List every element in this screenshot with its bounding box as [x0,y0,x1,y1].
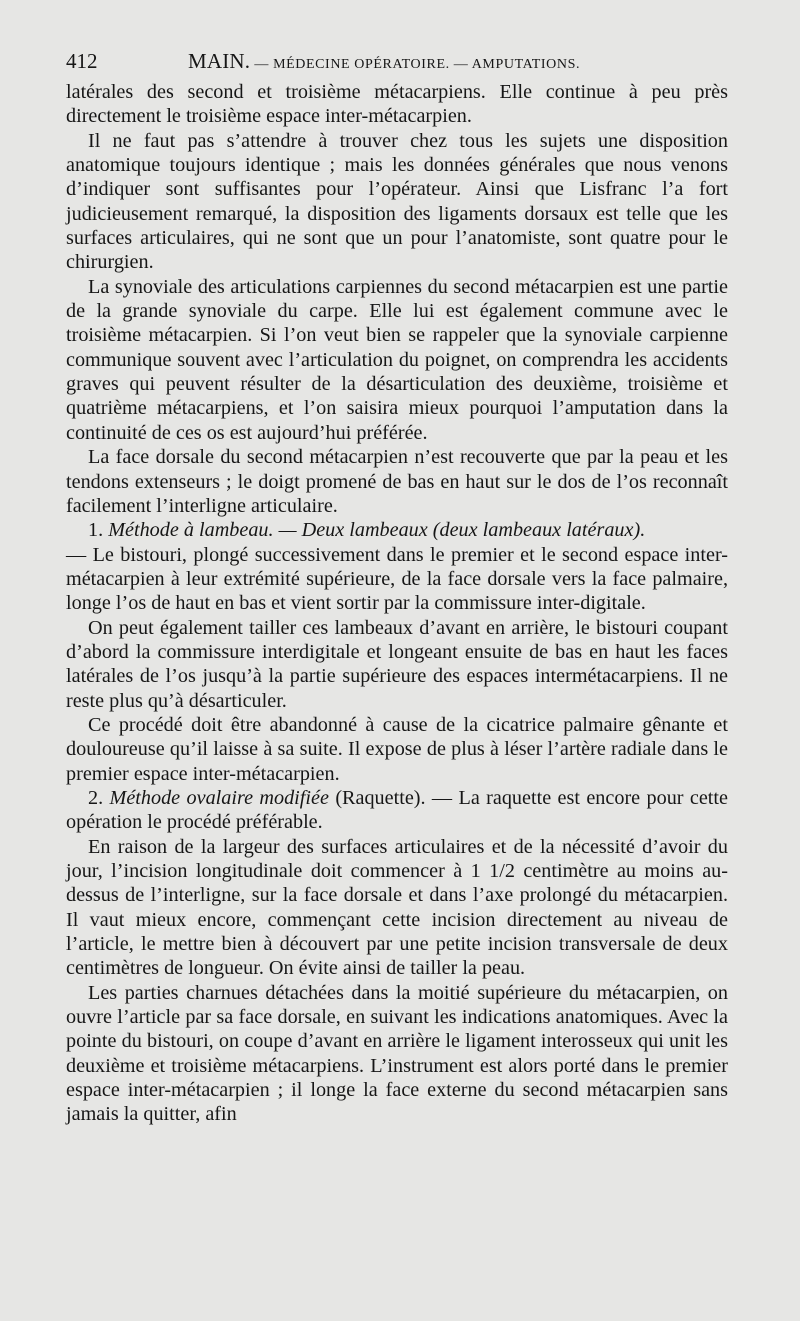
paragraph-9: En raison de la largeur des surfaces articulaires et de la nécessité d’avoir du jour, l’incision longitudinale doit commencer à 1 1/2 centimètre au moins au-dessus de l’interligne, sur la face dorsale et dans l’axe prolongé du métacarpien. Il vaut mieux encore, commençant cette incision directement au niveau de l’article, le mettre bien à découvert par une petite incision transversale de deux centimètres de longueur. On évite ainsi de tailler la peau. [66,835,728,980]
paragraph-5: — Le bistouri, plongé successivement dans le premier et le second espace inter-métacarpien à leur extrémité supérieure, de la face dorsale vers la face palmaire, longe l’os de haut en bas et vient sortir par la commissure inter-digitale. [66,543,728,615]
paragraph-10: Les parties charnues détachées dans la moitié supérieure du métacarpien, on ouvre l’article par sa face dorsale, en suivant les indications anatomiques. Avec la pointe du bistouri, on coupe d’avant en arrière le ligament interosseux qui unit les deuxième et troisième métacarpiens. L’instrument est alors porté dans le premier espace inter-métacarpien ; il longe la face externe du second métacarpien sans jamais la quitter, afin [66,981,728,1126]
paragraph-7: Ce procédé doit être abandonné à cause de la cicatrice palmaire gênante et douloureuse qu’il laisse à sa suite. Il expose de plus à léser l’artère radiale dans le premier espace inter-métacarpien. [66,713,728,785]
paragraph-4: La face dorsale du second métacarpien n’est recouverte que par la peau et les tendons extenseurs ; le doigt promené de bas en haut sur le dos de l’os reconnaît facilement l’interligne articulaire. [66,446,728,517]
paragraph-6: On peut également tailler ces lambeaux d’avant en arrière, le bistouri coupant d’abord la commissure interdigitale et longeant ensuite de bas en haut les faces latérales de l’os jusqu’à la partie supérieure des espaces intermétacarpiens. Il ne reste plus qu’à désarticuler. [66,616,728,712]
running-title-sub: MÉDECINE OPÉRATOIRE. — AMPUTATIONS. [273,57,581,72]
paragraph-3: La synoviale des articulations carpiennes du second métacarpien est une partie de la grande synoviale du carpe. Elle lui est également commune avec le troisième métacarpien. Si l’on veut bien se rappeler que la synoviale carpienne communique souvent avec l’articulation du poignet, on comprendra les accidents graves qui peuvent résulter de la désarticulation des deuxième, troisième et quatrième métacarpiens, et l’on saisira mieux pourquoi l’amputation dans la continuité de ces os est aujourd’hui préférée. [66,275,728,444]
paragraph-2: Il ne faut pas s’attendre à trouver chez tous les sujets une disposition anatomique toujours identique ; mais les données générales que nous venons d’indiquer sont suffisantes pour l’opérateur. Ainsi que Lisfranc l’a fort judicieusement remarqué, la disposition des ligaments dorsaux est telle que les surfaces articulaires, qui ne sont que un pour l’anatomiste, sont quatre pour le chirurgien. [66,129,728,274]
method-2-title: Méthode ovalaire modifiée [109,786,329,809]
paragraph-8 [66,786,728,835]
method-2-number: 2. [88,786,104,809]
body-text [66,80,728,1127]
page-number: 412 [66,49,98,73]
method-1-title: Méthode à lambeau. — Deux lambeaux (deux lambeaux latéraux). [108,519,646,542]
paragraph-5-heading [66,518,728,542]
method-1-number: 1. [88,519,104,542]
running-header [66,46,730,76]
method-2-text: (Raquette). — La raquette est encore pour cette opération le procédé préférable. [66,786,728,834]
running-title [188,46,580,80]
paragraph-1: latérales des second et troisième métacarpiens. Elle continue à peu près directement le troisième espace inter-métacarpien. [66,81,728,128]
running-title-main: MAIN. [188,49,251,73]
running-title-separator: — [250,57,274,72]
